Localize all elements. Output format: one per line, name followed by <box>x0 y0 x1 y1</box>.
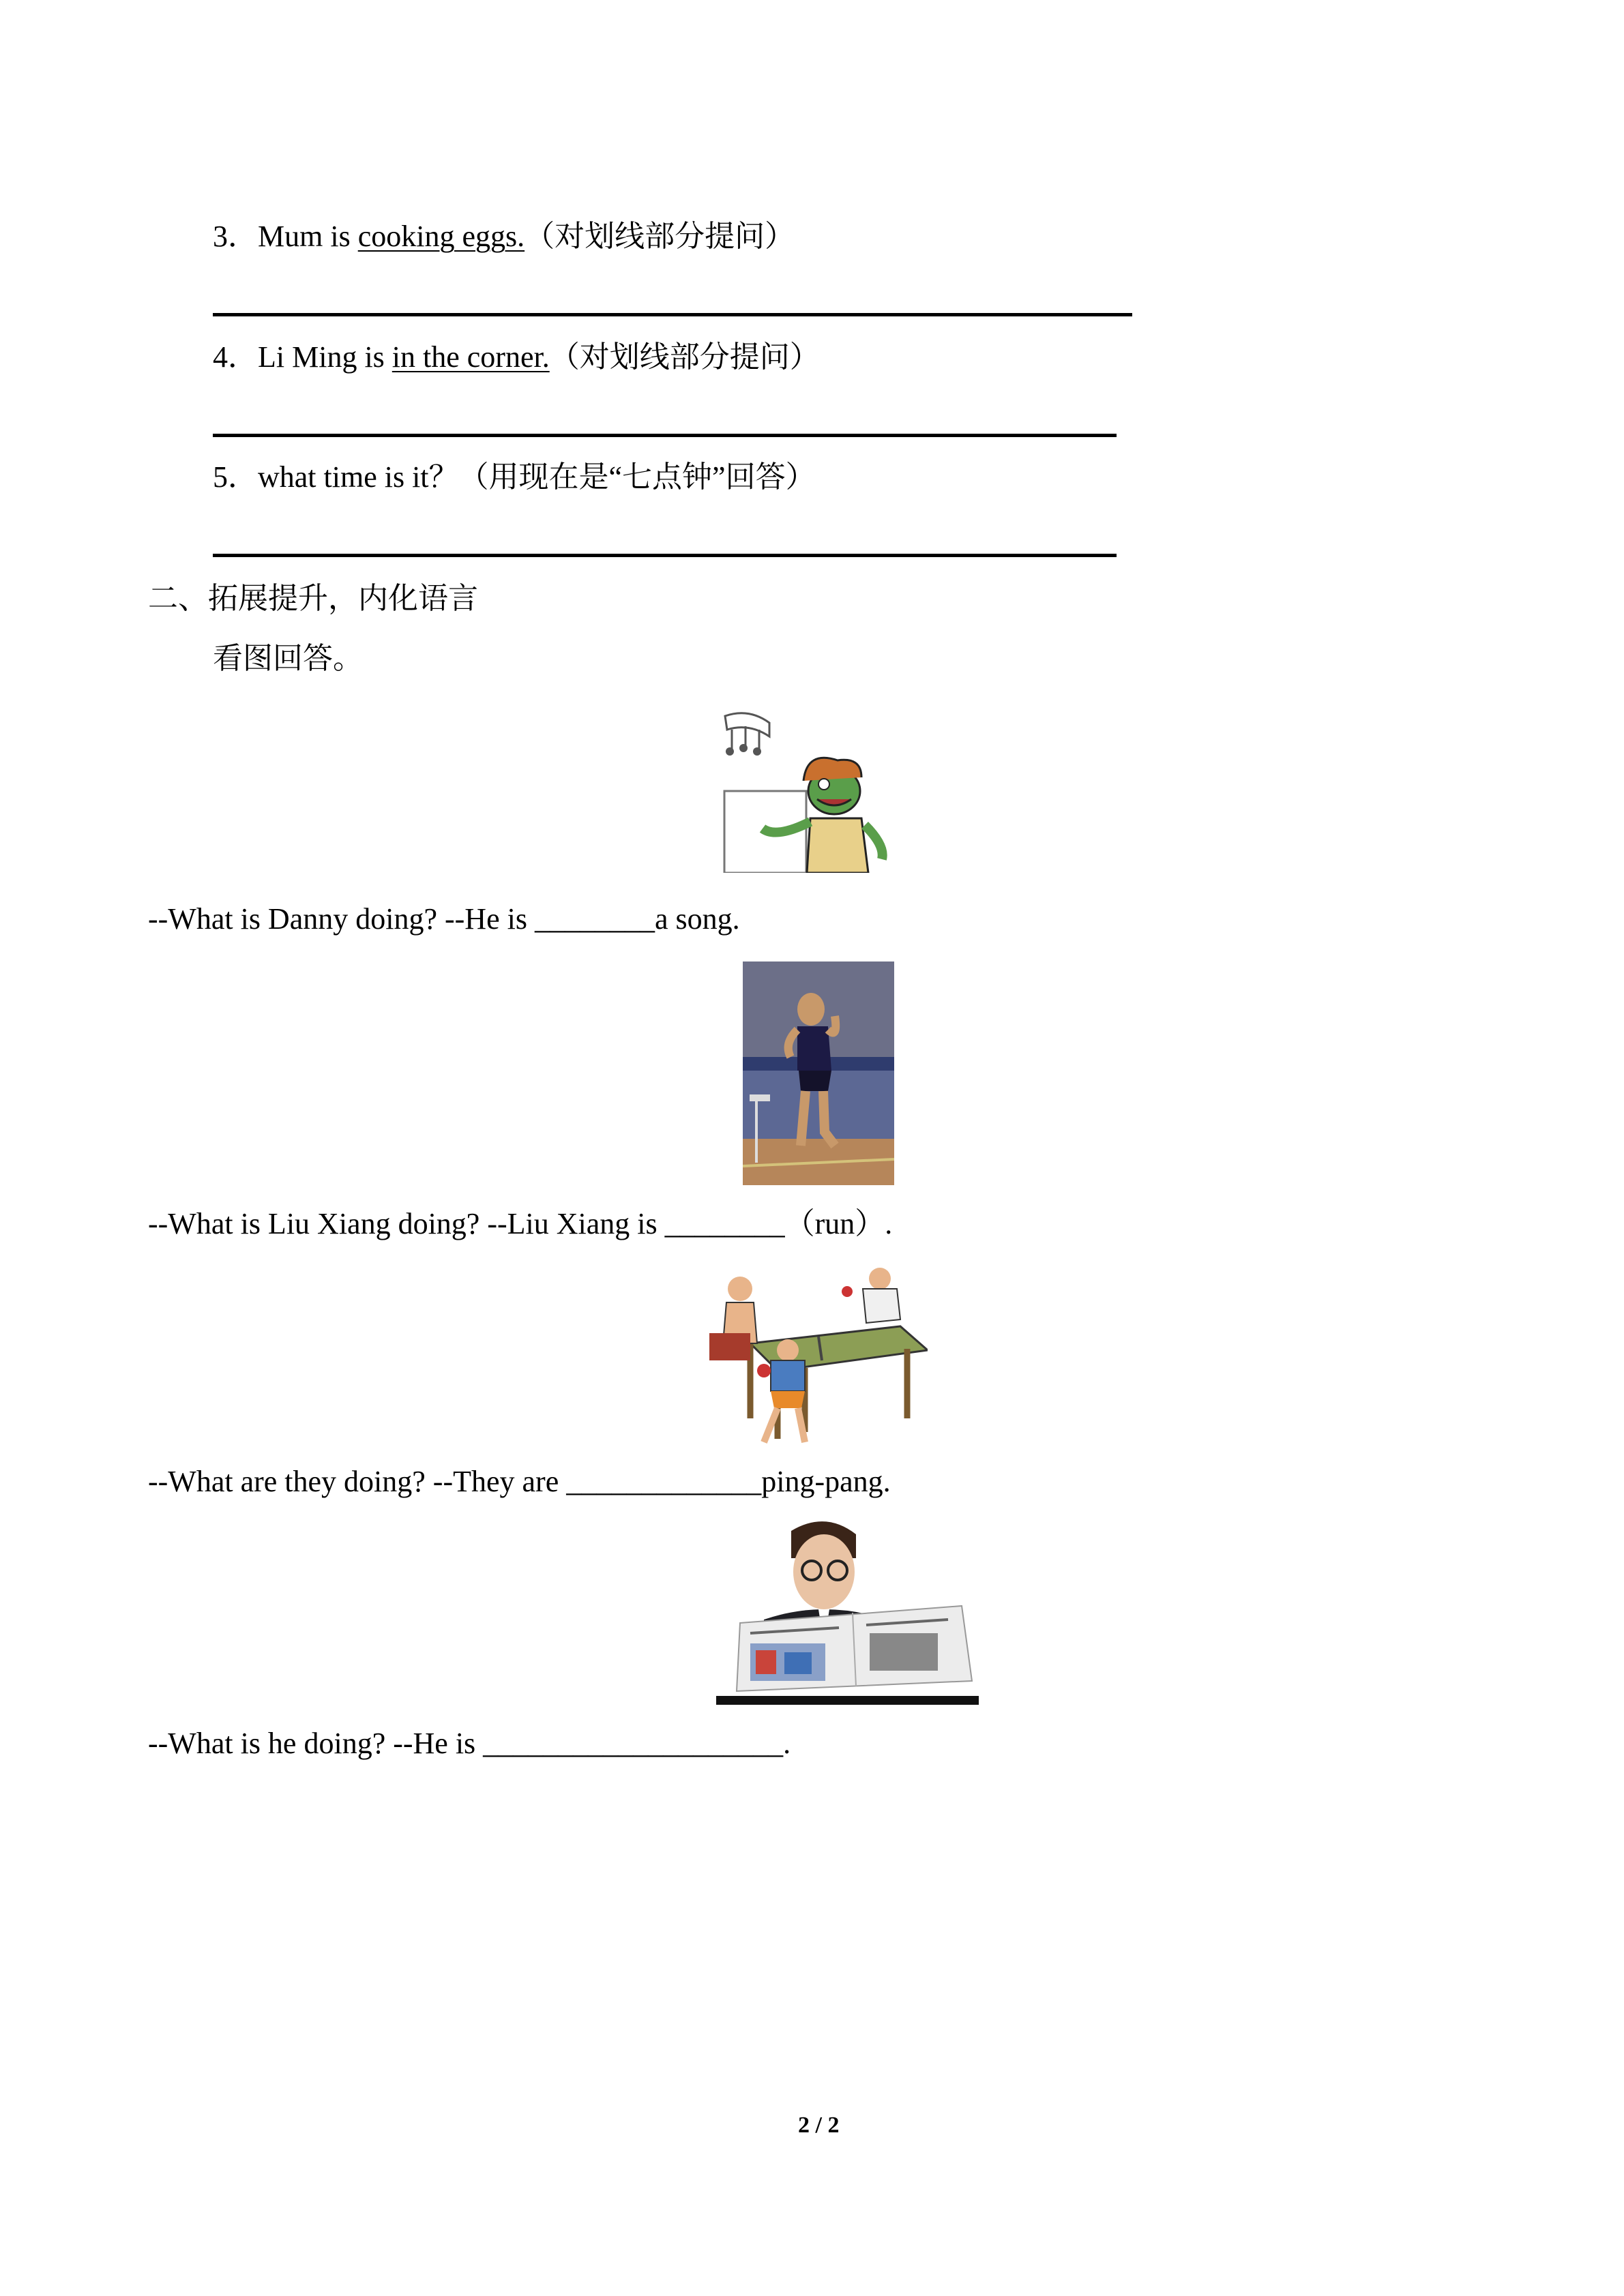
instruction: （对划线部分提问） <box>549 340 820 374</box>
question-4 <box>213 342 820 372</box>
man-reading-newspaper-image <box>716 1517 979 1705</box>
answer-line[interactable] <box>213 434 1117 437</box>
question-number: 4． <box>213 340 258 374</box>
dinosaur-singing-image <box>722 709 898 873</box>
page-number: 2 / 2 <box>798 2113 840 2138</box>
question-5 <box>213 462 816 492</box>
hurdler-running-image <box>743 961 894 1185</box>
question-text: Mum is <box>258 220 358 253</box>
question-3 <box>213 222 795 252</box>
question-line: --What is he doing? --He is ____________________. <box>148 1727 791 1760</box>
underlined-phrase: cooking eggs. <box>357 220 525 253</box>
ping-pong-image <box>703 1262 928 1447</box>
instruction: （对划线部分提问） <box>525 220 795 253</box>
answer-line[interactable] <box>213 313 1132 316</box>
question-line: --What are they doing? --They are _____________ping-pang. <box>148 1465 891 1498</box>
section-subheading: 看图回答。 <box>213 642 363 675</box>
section-heading: 二、拓展提升，内化语言 <box>148 582 478 615</box>
question-number: 5． <box>213 460 258 494</box>
question-text: what time is it？（用现在是“七点钟”回答） <box>258 460 816 494</box>
answer-line[interactable] <box>213 554 1117 557</box>
question-line: --What is Danny doing? --He is ________a song. <box>148 902 740 936</box>
underlined-phrase: in the corner. <box>392 340 550 374</box>
question-line: --What is Liu Xiang doing? --Liu Xiang is ________（run）. <box>148 1207 893 1240</box>
question-number: 3． <box>213 220 258 253</box>
question-text: Li Ming is <box>258 340 392 374</box>
